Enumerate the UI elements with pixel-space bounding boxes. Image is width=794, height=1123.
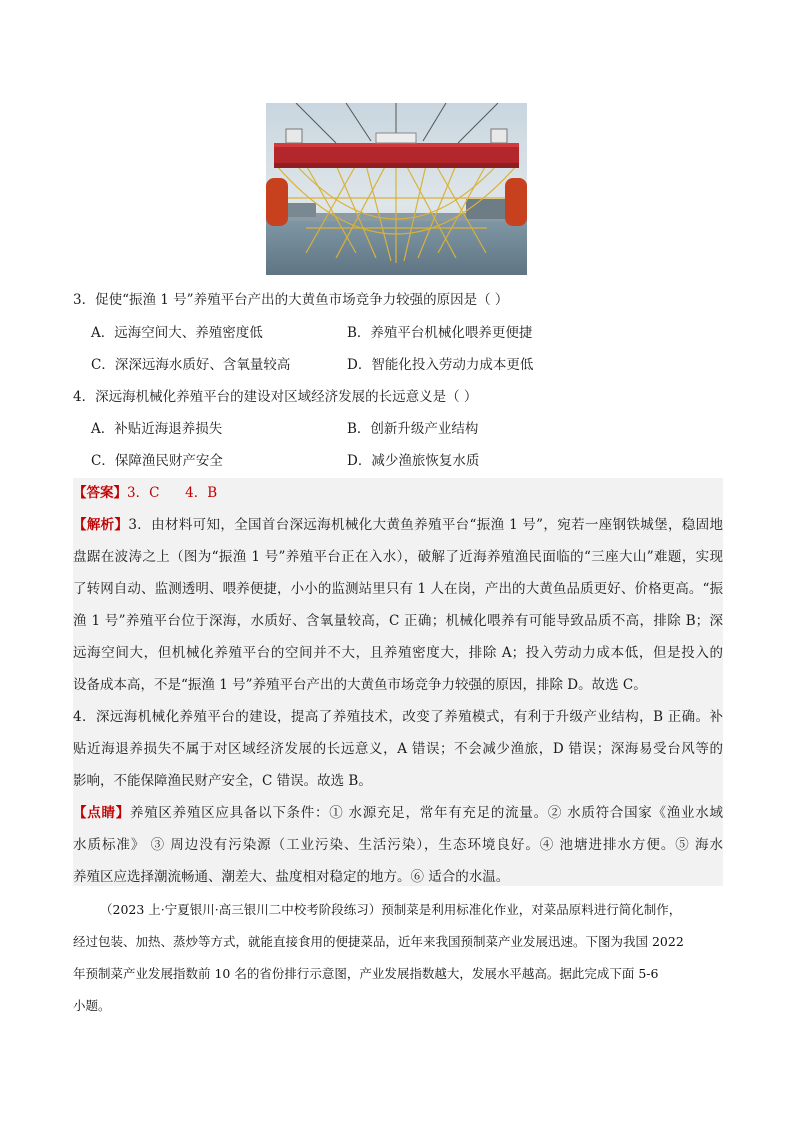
platform-photo <box>266 103 527 275</box>
question-3-option-d: D．智能化投入劳动力成本更低 <box>347 357 534 373</box>
tip-line-3: 养殖区应选择潮流畅通、潮差大、盐度相对稳定的地方。⑥ 适合的水温。 <box>73 869 510 885</box>
problem-intro-line-2: 经过包装、加热、蒸炒等方式，就能直接食用的便捷菜品，近年来我国预制菜产业发展迅速。下图为我国 2022 <box>73 934 684 949</box>
analysis-line-6: 设备成本高，不是“振渔 1 号”养殖平台产出的大黄鱼市场竞争力较强的原因，排除 D。故选 C。 <box>73 677 647 693</box>
question-4-option-c: C．保障渔民财产安全 <box>91 453 223 469</box>
analysis-line-1: 【解析】3．由材料可知，全国首台深远海机械化大黄鱼养殖平台“振渔 1 号”，宛若一座钢铁城堡，稳固地 <box>73 517 723 533</box>
analysis-label: 【解析】 <box>73 517 129 533</box>
tip-line-1: 【点睛】养殖区养殖区应具备以下条件：① 水源充足，常年有充足的流量。② 水质符合国家《渔业水域 <box>73 805 723 821</box>
problem-intro-line-4: 小题。 <box>73 998 111 1013</box>
analysis-line-7: 4．深远海机械化养殖平台的建设，提高了养殖技术，改变了养殖模式，有利于升级产业结构，B 正确。补 <box>73 709 723 725</box>
answer-line <box>73 482 723 504</box>
question-4-option-d: D．减少渔旅恢复水质 <box>347 453 480 469</box>
tip-line-2: 水质标准》 ③ 周边没有污染源（工业污染、生活污染），生态环境良好。④ 池塘进排水方便。⑤ 海水 <box>73 837 723 853</box>
question-3-option-b: B．养殖平台机械化喂养更便捷 <box>347 325 533 341</box>
question-4-stem: 4．深远海机械化养殖平台的建设对区域经济发展的长远意义是（ ） <box>73 389 478 405</box>
question-4-option-a: A．补贴近海退养损失 <box>91 421 223 437</box>
analysis-line-8: 贴近海退养损失不属于对区域经济发展的长远意义，A 错误；不会减少渔旅，D 错误；深海易受台风等的 <box>73 741 723 757</box>
question-3-option-a: A．远海空间大、养殖密度低 <box>91 325 263 341</box>
answer-text: 3．C 4．B <box>127 485 218 501</box>
answer-label: 【答案】 <box>73 485 127 501</box>
problem-intro-line-3: 年预制菜产业发展指数前 10 名的省份排行示意图，产业发展指数越大，发展水平越高。据此完成下面 5-6 <box>73 966 659 981</box>
analysis-line-5: 远海空间大，但机械化养殖平台的空间并不大，且养殖密度大，排除 A；投入劳动力成本低，但是投入的 <box>73 645 723 661</box>
question-3-option-c: C．深深远海水质好、含氧量较高 <box>91 357 291 373</box>
analysis-line-9: 影响，不能保障渔民财产安全，C 错误。故选 B。 <box>73 773 372 789</box>
problem-intro-line-1: （2023 上·宁夏银川·高三银川二中校考阶段练习）预制菜是利用标准化作业，对菜品原料进行简化制作， <box>100 902 682 917</box>
analysis-line-4: 渔 1 号”养殖平台位于深海，水质好、含氧量较高，C 正确；机械化喂养有可能导致品质不高，排除 B；深 <box>73 613 723 629</box>
question-3-stem: 3．促使“振渔 1 号”养殖平台产出的大黄鱼市场竞争力较强的原因是（ ） <box>73 292 509 308</box>
question-4-option-b: B．创新升级产业结构 <box>347 421 479 437</box>
analysis-line-2: 盘踞在波涛之上（图为“振渔 1 号”养殖平台正在入水），破解了近海养殖渔民面临的“三座大山”难题，实现 <box>73 549 723 565</box>
analysis-line-3: 了转网自动、监测透明、喂养便捷，小小的监测站里只有 1 人在岗，产出的大黄鱼品质更好、价格更高。“振 <box>73 581 723 597</box>
tip-label: 【点睛】 <box>73 805 130 821</box>
